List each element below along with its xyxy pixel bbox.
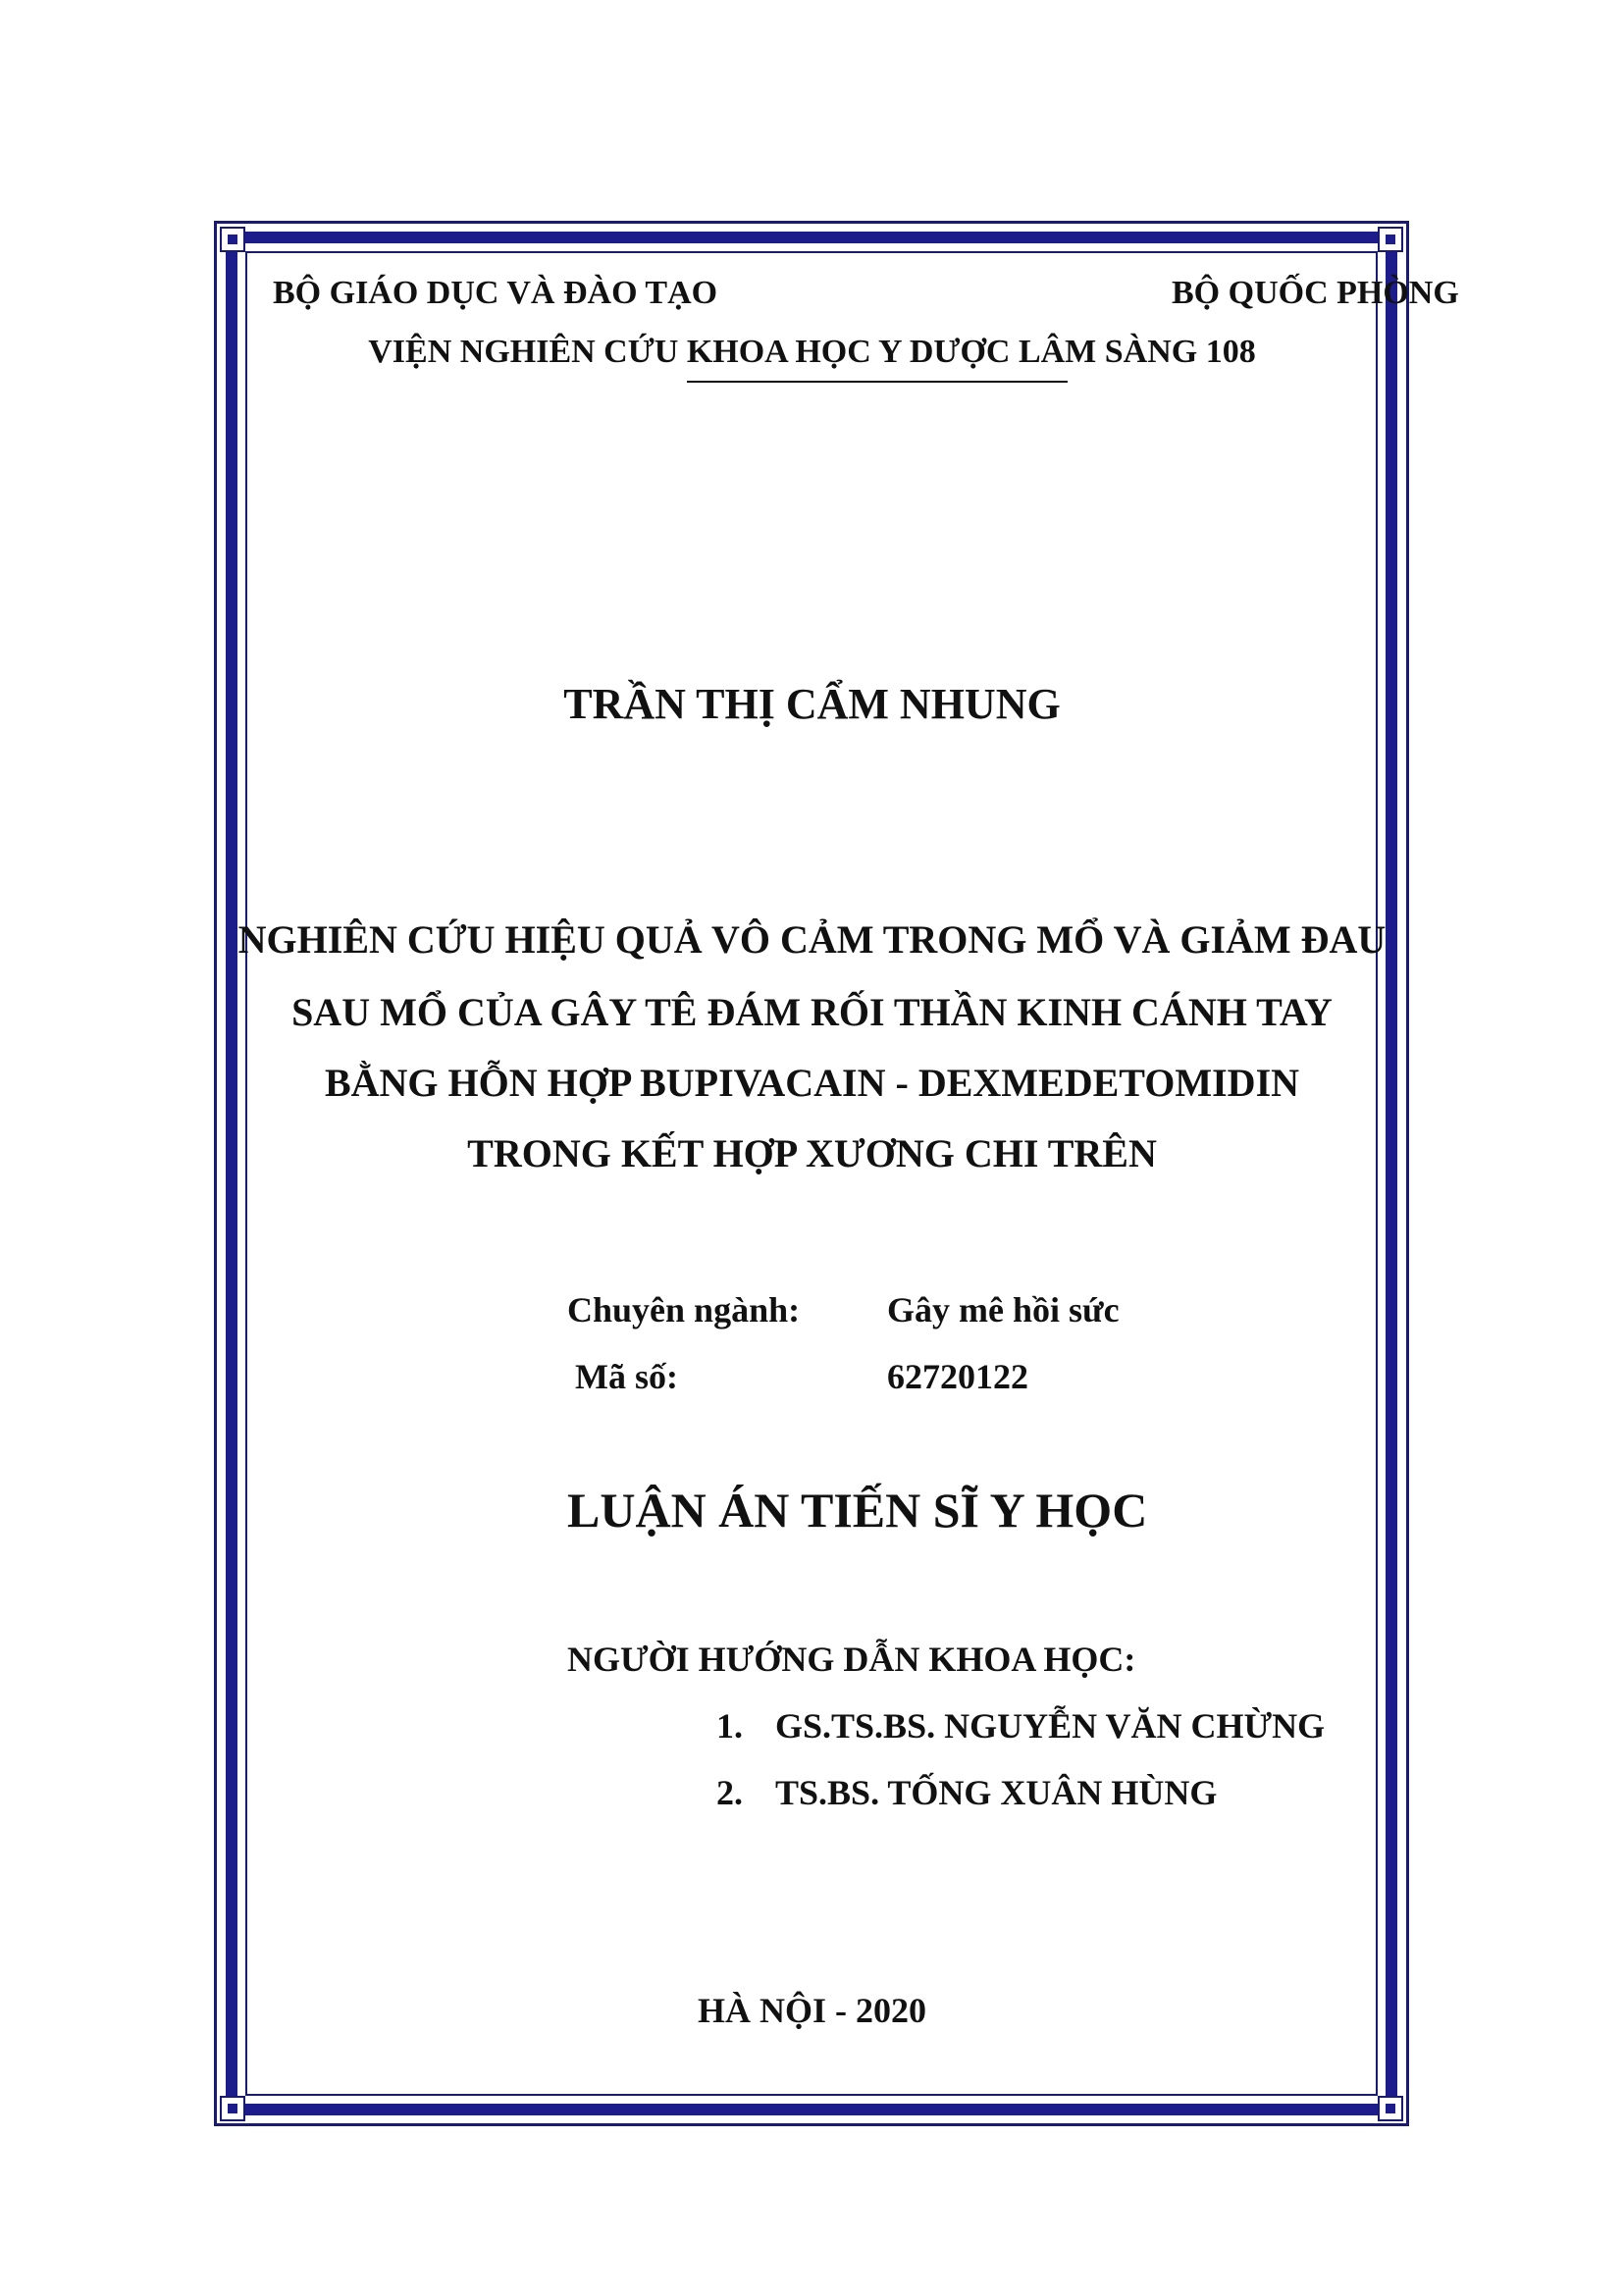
advisor-number: 2.: [716, 1773, 743, 1812]
institute-underline: [687, 381, 1068, 383]
thesis-title-line: BẰNG HỖN HỢP BUPIVACAIN - DEXMEDETOMIDIN: [324, 1061, 1300, 1105]
degree-title: LUẬN ÁN TIẾN SĨ Y HỌC: [567, 1483, 1148, 1538]
major-label: Chuyên ngành:: [567, 1290, 801, 1329]
major-value: Gây mê hồi sức: [887, 1290, 1120, 1329]
thesis-title-line: TRONG KẾT HỢP XƯƠNG CHI TRÊN: [467, 1131, 1157, 1175]
advisor-name: TS.BS. TỐNG XUÂN HÙNG: [775, 1773, 1218, 1812]
advisor-name: GS.TS.BS. NGUYỄN VĂN CHỪNG: [775, 1706, 1326, 1746]
ministry-right: BỘ QUỐC PHÒNG: [1172, 275, 1459, 311]
institute-name: VIỆN NGHIÊN CỨU KHOA HỌC Y DƯỢC LÂM SÀNG 108: [368, 334, 1256, 370]
advisor-heading: NGƯỜI HƯỚNG DẪN KHOA HỌC:: [567, 1640, 1136, 1679]
border-corner-top-left: [220, 227, 245, 252]
author-name: TRẦN THỊ CẨM NHUNG: [563, 680, 1061, 728]
border-corner-bottom-left: [220, 2096, 245, 2121]
code-label: Mã số:: [575, 1357, 678, 1396]
code-value: 62720122: [887, 1357, 1028, 1396]
thesis-title-line: SAU MỔ CỦA GÂY TÊ ĐÁM RỐI THẦN KINH CÁNH TAY: [291, 990, 1333, 1034]
ministry-left: BỘ GIÁO DỤC VÀ ĐÀO TẠO: [273, 275, 718, 311]
border-corner-top-right: [1378, 227, 1403, 252]
thesis-title-line: NGHIÊN CỨU HIỆU QUẢ VÔ CẢM TRONG MỔ VÀ GIẢM ĐAU: [237, 917, 1387, 962]
border-corner-bottom-right: [1378, 2096, 1403, 2121]
advisor-number: 1.: [716, 1706, 743, 1746]
place-year: HÀ NỘI - 2020: [698, 1991, 926, 2030]
